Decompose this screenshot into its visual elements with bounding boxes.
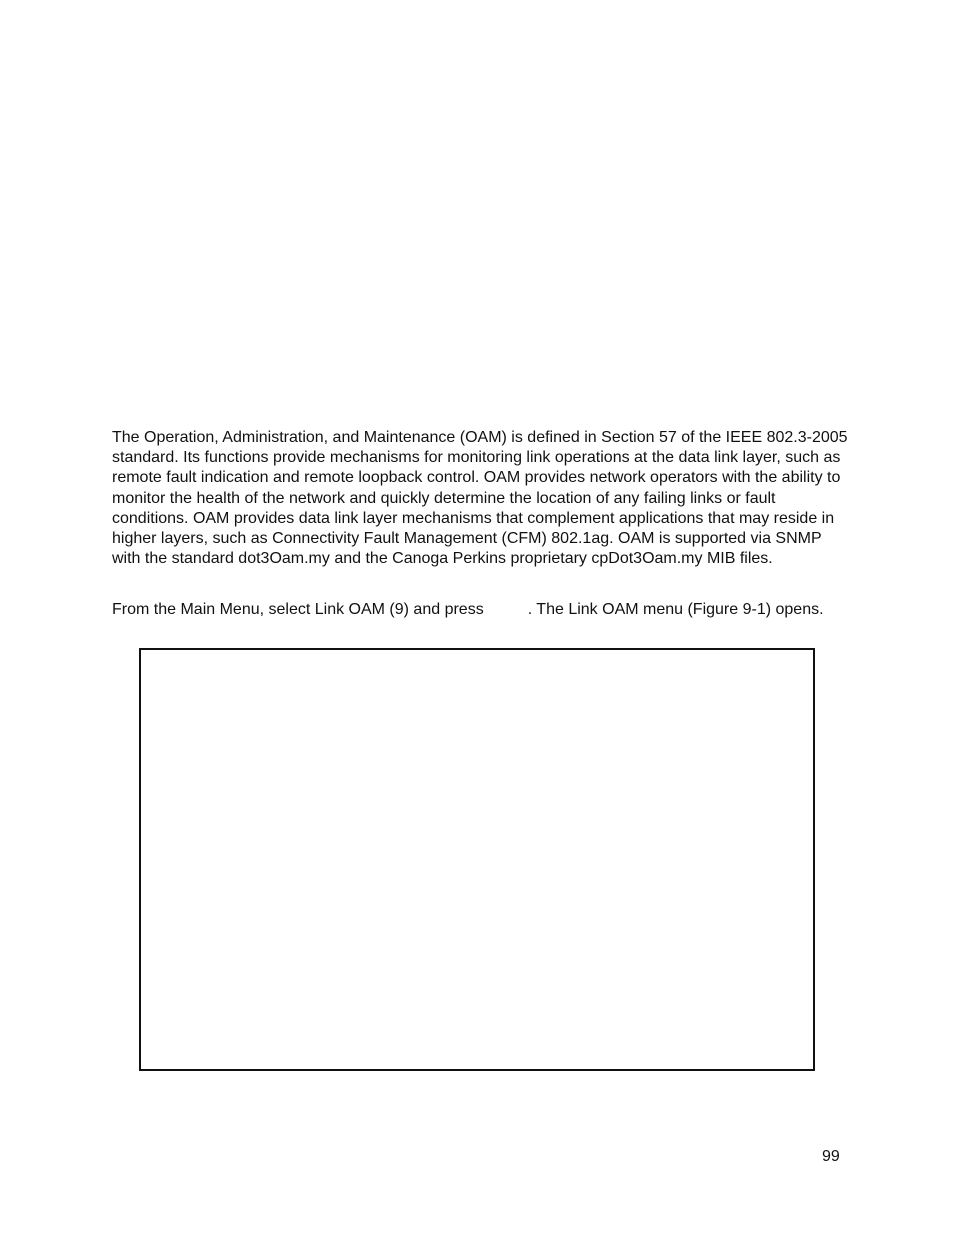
instruction-text-start: From the Main Menu, select Link OAM (9) and press (112, 601, 484, 618)
intro-paragraph: The Operation, Administration, and Maintenance (OAM) is defined in Section 57 of the IEEE 802.3-2005 standard. Its functions provide mechanisms for monitoring link operations at the data link layer, such as remote fault indication and remote loopback control. OAM provides network operators with the ability to monitor the health of the network and quickly determine the location of any failing links or fault conditions. OAM provides data link layer mechanisms that complement applications that may reside in higher layers, such as Connectivity Fault Management (CFM) 802.1ag. OAM is supported via SNMP with the standard dot3Oam.my and the Canoga Perkins proprietary cpDot3Oam.my MIB files. (112, 429, 848, 568)
figure-9-1-frame (139, 648, 815, 1071)
instruction-text-end: . The Link OAM menu (Figure 9-1) opens. (527, 601, 824, 618)
page-number: 99 (822, 1148, 840, 1165)
instruction-paragraph (112, 600, 852, 620)
